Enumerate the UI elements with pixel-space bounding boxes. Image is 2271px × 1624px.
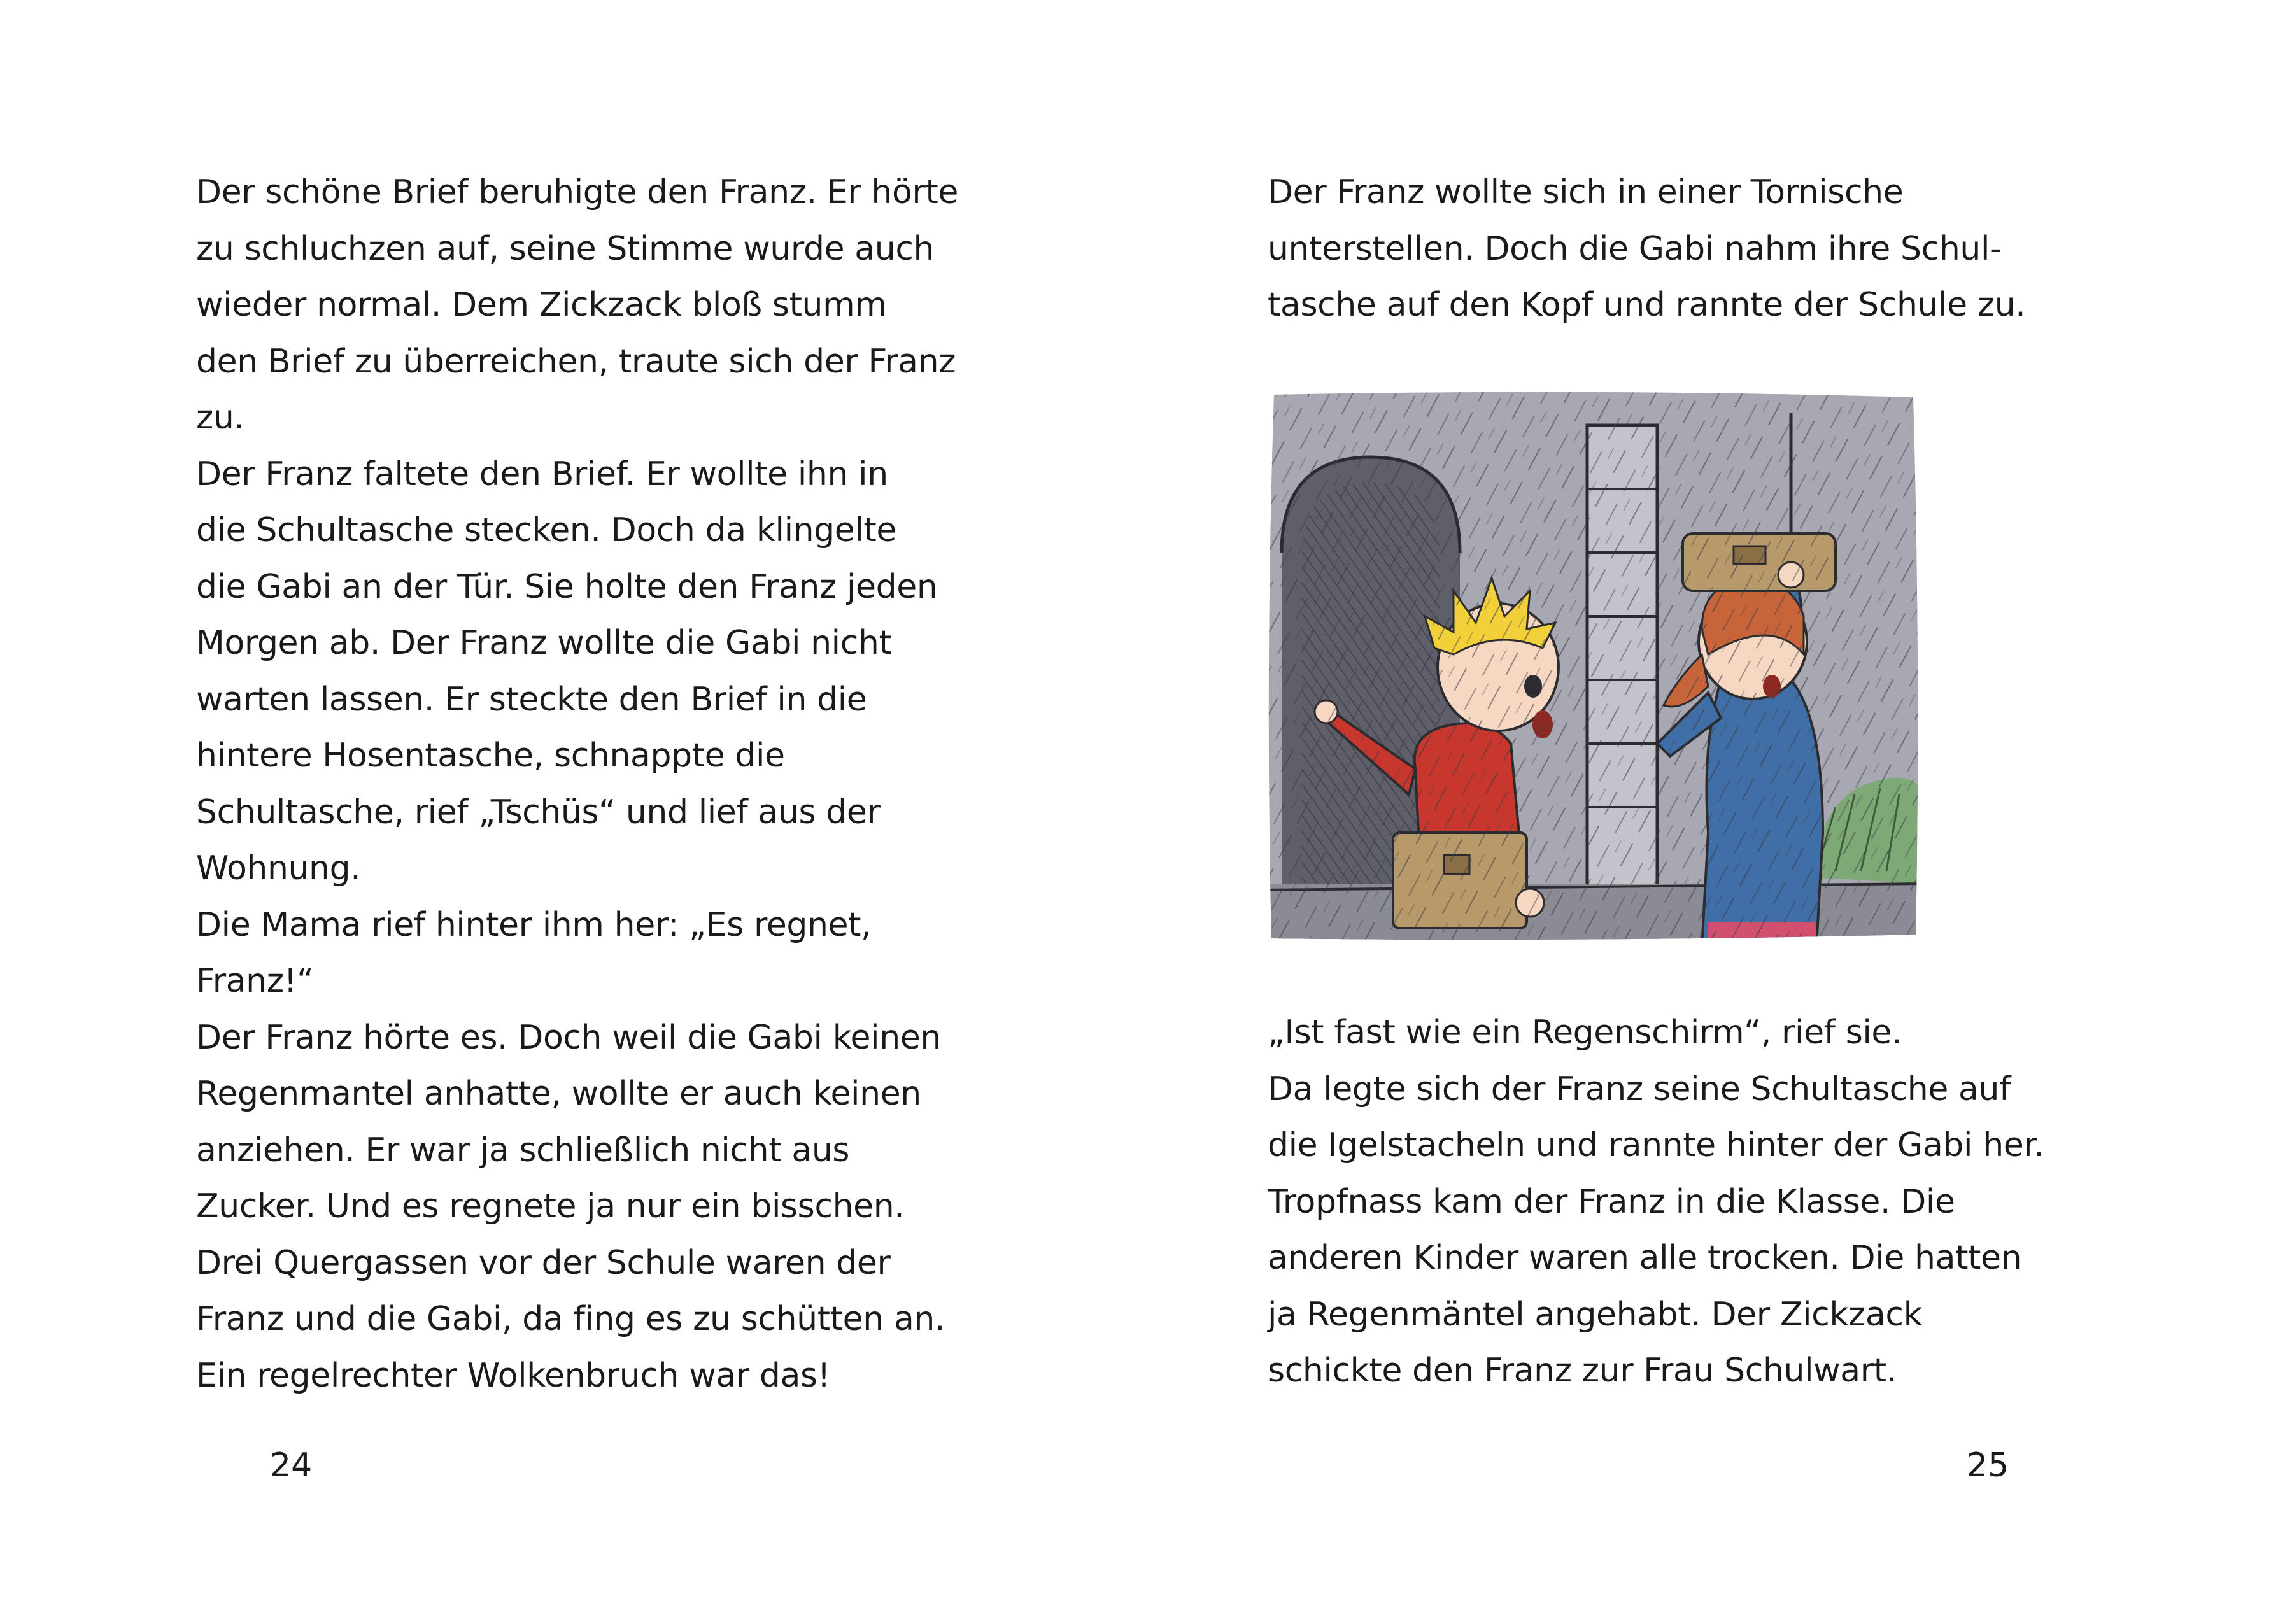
text-line: Regenmantel anhatte, wollte er auch keinen xyxy=(196,1075,921,1113)
illustration-svg xyxy=(1263,387,1925,947)
text-line: Morgen ab. Der Franz wollte die Gabi nicht xyxy=(196,624,892,662)
text-line: die Gabi an der Tür. Sie holte den Franz jeden xyxy=(196,567,938,606)
rain-illustration xyxy=(1263,387,1925,947)
text-line: Wohnung. xyxy=(196,849,361,887)
text-line: Der Franz wollte sich in einer Tornische xyxy=(1268,173,1904,211)
right-page-top-text xyxy=(1268,164,2025,334)
text-line: die Schultasche stecken. Doch da klingelte xyxy=(196,511,897,549)
text-line: hintere Hosentasche, schnappte die xyxy=(196,737,785,775)
text-line: Der Franz faltete den Brief. Er wollte ihn in xyxy=(196,455,888,493)
text-line: tasche auf den Kopf und rannte der Schule zu. xyxy=(1268,286,2026,324)
text-line: Der Franz hörte es. Doch weil die Gabi keinen xyxy=(196,1018,941,1057)
text-line: warten lassen. Er steckte den Brief in die xyxy=(196,680,867,719)
right-page-bottom-text xyxy=(1268,1005,2044,1399)
text-line: den Brief zu überreichen, traute sich der Franz xyxy=(196,342,956,381)
text-line: Tropfnass kam der Franz in die Klasse. Die xyxy=(1268,1182,1955,1221)
text-line: unterstellen. Doch die Gabi nahm ihre Schul- xyxy=(1268,229,2002,268)
text-line: Ein regelrechter Wolkenbruch war das! xyxy=(196,1356,831,1395)
text-line: Franz!“ xyxy=(196,962,314,1000)
text-line: Da legte sich der Franz seine Schultasche auf xyxy=(1268,1070,2011,1108)
text-line: anderen Kinder waren alle trocken. Die hatten xyxy=(1268,1239,2022,1277)
text-line: die Igelstacheln und rannte hinter der Gabi her. xyxy=(1268,1126,2044,1164)
text-line: schickte den Franz zur Frau Schulwart. xyxy=(1268,1352,1897,1390)
text-line: Schultasche, rief „Tschüs“ und lief aus der xyxy=(196,793,881,831)
text-line: ja Regenmäntel angehabt. Der Zickzack xyxy=(1268,1295,1923,1334)
text-line: anziehen. Er war ja schließlich nicht aus xyxy=(196,1131,850,1169)
text-line: Franz und die Gabi, da fing es zu schütten an. xyxy=(196,1300,945,1338)
text-line: Zucker. Und es regnete ja nur ein bisschen. xyxy=(196,1187,905,1225)
left-page xyxy=(0,0,1135,1624)
right-page xyxy=(1135,0,2271,1624)
page-number-left: 24 xyxy=(270,1446,313,1485)
left-page-text xyxy=(196,164,958,1404)
text-line: Die Mama rief hinter ihm her: „Es regnet, xyxy=(196,905,872,944)
text-line: Der schöne Brief beruhigte den Franz. Er hörte xyxy=(196,173,958,211)
text-line: Drei Quergassen vor der Schule waren der xyxy=(196,1243,891,1282)
rain xyxy=(1263,387,1925,947)
text-line: wieder normal. Dem Zickzack bloß stumm xyxy=(196,286,887,324)
page-number-right: 25 xyxy=(1967,1446,2009,1485)
text-line: „Ist fast wie ein Regenschirm“, rief sie. xyxy=(1268,1013,1902,1052)
text-line: zu schluchzen auf, seine Stimme wurde auch xyxy=(196,229,935,268)
text-line: zu. xyxy=(196,399,244,437)
